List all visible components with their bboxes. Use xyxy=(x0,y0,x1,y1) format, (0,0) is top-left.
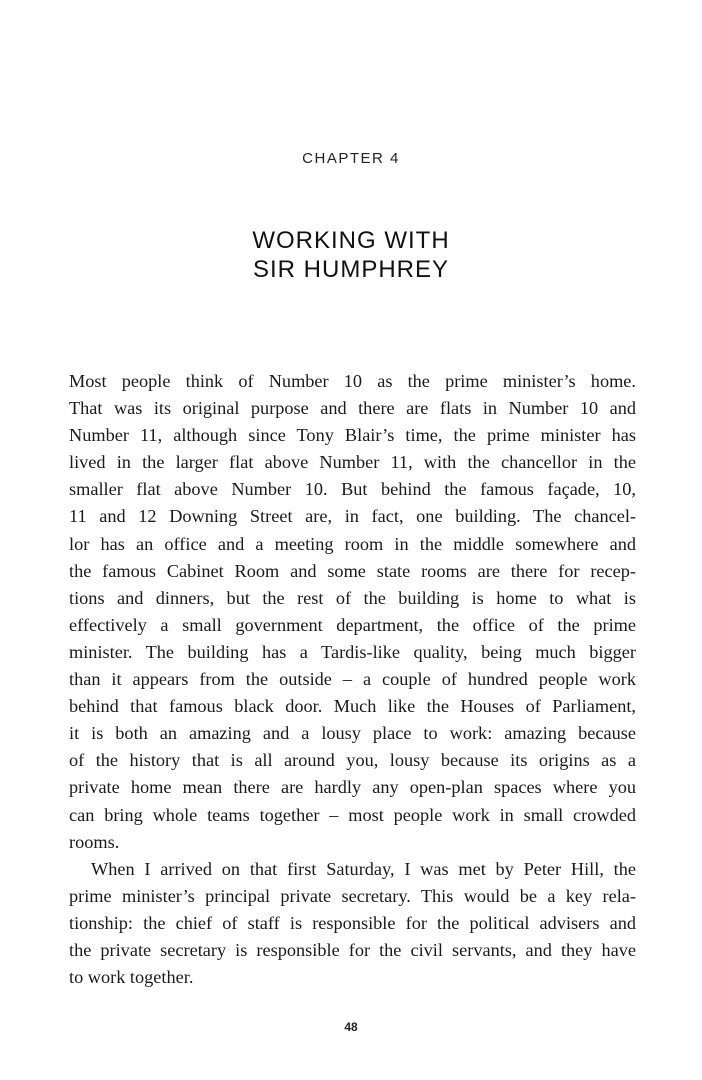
text-line: minister. The building has a Tardis-like quality, being much bigger xyxy=(69,641,636,662)
paragraph-2 xyxy=(69,856,636,991)
text-line: the private secretary is responsible for the civil servants, and they have xyxy=(69,939,636,960)
text-line: private home mean there are hardly any open-plan spaces where you xyxy=(69,777,636,798)
text-line: That was its original purpose and there are flats in Number 10 and xyxy=(69,398,636,419)
text-line: the famous Cabinet Room and some state rooms are there for recep- xyxy=(69,560,636,581)
text-line: prime minister’s principal private secretary. This would be a key rela- xyxy=(69,885,636,906)
text-line: When I arrived on that first Saturday, I was met by Peter Hill, the xyxy=(91,858,636,879)
text-line: Number 11, although since Tony Blair’s time, the prime minister has xyxy=(69,425,636,446)
text-line: it is both an amazing and a lousy place to work: amazing because xyxy=(69,723,636,744)
text-line: smaller flat above Number 10. But behind the famous façade, 10, xyxy=(69,479,636,500)
text-line: tionship: the chief of staff is responsible for the political advisers and xyxy=(69,912,636,933)
text-line: rooms. xyxy=(69,831,120,852)
text-line: Most people think of Number 10 as the prime minister’s home. xyxy=(69,371,636,391)
text-line: lived in the larger flat above Number 11, with the chancellor in the xyxy=(69,452,636,473)
body-text xyxy=(69,368,636,991)
text-line: 11 and 12 Downing Street are, in fact, one building. The chancel- xyxy=(69,506,636,527)
chapter-label: CHAPTER 4 xyxy=(302,150,400,167)
text-line: tions and dinners, but the rest of the building is home to what is xyxy=(69,587,636,608)
paragraph-1 xyxy=(69,368,636,856)
text-line: to work together. xyxy=(69,967,194,988)
chapter-title xyxy=(0,226,702,284)
chapter-title-line-1: WORKING WITH xyxy=(252,227,450,254)
text-line: than it appears from the outside – a couple of hundred people work xyxy=(69,669,636,690)
text-line: effectively a small government department, the office of the prime xyxy=(69,614,636,635)
text-line: lor has an office and a meeting room in the middle somewhere and xyxy=(69,533,636,554)
text-line: can bring whole teams together – most people work in small crowded xyxy=(69,804,636,825)
chapter-title-line-2: SIR HUMPHREY xyxy=(252,256,450,283)
text-line: of the history that is all around you, lousy because its origins as a xyxy=(69,750,636,771)
text-line: behind that famous black door. Much like the Houses of Parliament, xyxy=(69,696,636,717)
page-number: 48 xyxy=(344,1020,358,1034)
